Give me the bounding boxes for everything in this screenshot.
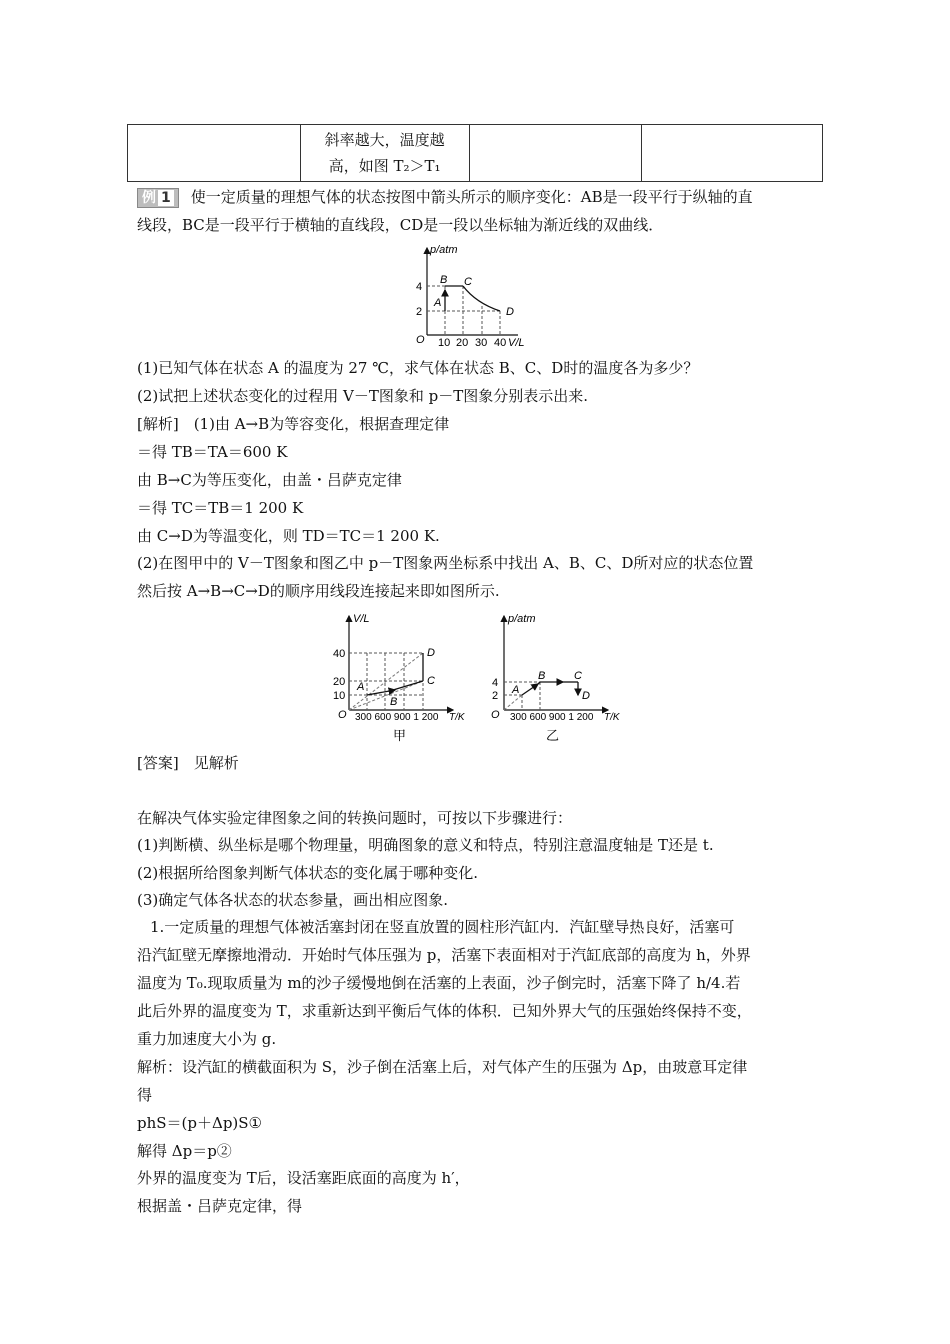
question-2: (2)试把上述状态变化的过程用 V－T图象和 p－T图象分别表示出来. [137, 387, 588, 405]
point-label-a: A [357, 681, 365, 693]
point-label-a: A [512, 684, 520, 696]
solution-line: 由 B→C为等压变化，由盖・吕萨克定律 [137, 471, 402, 489]
y-tick-label: 2 [416, 306, 423, 318]
problem-line: 温度为 T₀.现取质量为 m的沙子缓慢地倒在活塞的上表面，沙子倒完时，活塞下降了 h/4.若 [137, 974, 741, 992]
method-line: 在解决气体实验定律图象之间的转换问题时，可按以下步骤进行： [137, 809, 573, 827]
pt-diagram [488, 610, 628, 745]
y-tick-label: 2 [492, 690, 499, 702]
method-line: (1)判断横、纵坐标是哪个物理量，明确图象的意义和特点，特别注意温度轴是 T还是 t. [137, 836, 714, 854]
y-tick-label: 20 [333, 676, 346, 688]
analysis-line: 根据盖・吕萨克定律，得 [137, 1197, 303, 1215]
point-label-b: B [440, 274, 448, 286]
x-axis-label: T/K [449, 712, 465, 723]
method-line: (2)根据所给图象判断气体状态的变化属于哪种变化. [137, 864, 479, 882]
table-cell [128, 125, 301, 182]
table-cell [642, 125, 823, 182]
table-cell-line: 斜率越大，温度越 [324, 131, 445, 149]
example-badge: 例 1 [137, 188, 179, 208]
point-label-d: D [506, 306, 514, 318]
analysis-line: 解析：设汽缸的横截面积为 S，沙子倒在活塞上后，对气体产生的压强为 Δp，由玻意耳定律 [137, 1058, 748, 1076]
answer-line: [答案] 见解析 [137, 754, 239, 772]
point-label-d: D [427, 647, 435, 659]
point-label-a: A [434, 297, 442, 309]
point-label-c: C [464, 276, 472, 288]
solution-line: [解析] (1)由 A→B为等容变化，根据查理定律 [137, 415, 450, 433]
y-axis-label: V/L [353, 613, 370, 625]
analysis-line: 得 [137, 1086, 153, 1104]
point-label-b: B [538, 670, 546, 682]
y-tick-label: 4 [492, 677, 499, 689]
analysis-line: 解得 Δp＝p② [137, 1142, 232, 1160]
point-label-d: D [582, 690, 590, 702]
y-axis-label: p/atm [430, 244, 458, 256]
x-tick-labels: 300 600 900 1 200 [355, 712, 439, 723]
x-axis-label: T/K [604, 712, 620, 723]
method-line: (3)确定气体各状态的状态参量，画出相应图象. [137, 891, 449, 909]
vt-diagram [333, 610, 473, 745]
y-tick-label: 40 [333, 648, 346, 660]
table-cell-line: 高，如图 T₂＞T₁ [328, 157, 441, 175]
point-label-b: B [390, 696, 398, 708]
analysis-line: phS＝(p＋Δp)S① [137, 1114, 263, 1132]
figure-caption: 甲 [393, 728, 407, 743]
y-tick-label: 4 [416, 281, 423, 293]
origin-label: O [338, 709, 347, 721]
y-tick-label: 10 [333, 690, 346, 702]
solution-line: 由 C→D为等温变化，则 TD＝TC＝1 200 K. [137, 527, 440, 545]
x-tick-label: 40 [494, 337, 507, 349]
solution-line: 然后按 A→B→C→D的顺序用线段连接起来即如图所示. [137, 582, 500, 600]
x-tick-labels: 300 600 900 1 200 [510, 712, 594, 723]
x-axis-label: V/L [508, 337, 525, 349]
problem-line: 此后外界的温度变为 T，求重新达到平衡后气体的体积．已知外界大气的压强始终保持不变， [137, 1002, 752, 1020]
comparison-table-fragment [127, 124, 823, 182]
problem-line: 1.一定质量的理想气体被活塞封闭在竖直放置的圆柱形汽缸内．汽缸壁导热良好，活塞可 [150, 918, 735, 936]
question-1: (1)已知气体在状态 A 的温度为 27 ℃，求气体在状态 B、C、D时的温度各为多少？ [137, 359, 699, 377]
point-label-c: C [574, 670, 582, 682]
table-cell [469, 125, 642, 182]
y-axis-label: p/atm [508, 613, 536, 625]
origin-label: O [491, 709, 500, 721]
problem-line: 沿汽缸壁无摩擦地滑动．开始时气体压强为 p，活塞下表面相对于汽缸底部的高度为 h，外界 [137, 946, 751, 964]
solution-line: (2)在图甲中的 V－T图象和图乙中 p－T图象两坐标系中找出 A、B、C、D所对应的状态位置 [137, 554, 754, 572]
pv-diagram [410, 242, 535, 350]
figure-caption: 乙 [546, 728, 560, 743]
table-row [128, 125, 823, 182]
point-label-c: C [427, 675, 435, 687]
x-tick-label: 10 [438, 337, 451, 349]
example-line-2: 线段，BC是一段平行于横轴的直线段，CD是一段以坐标轴为渐近线的双曲线． [137, 216, 664, 234]
solution-line: ＝得 TB＝TA＝600 K [137, 443, 288, 461]
x-tick-label: 30 [475, 337, 488, 349]
problem-line: 重力加速度大小为 g. [137, 1030, 277, 1048]
table-cell [300, 125, 469, 182]
origin-label: O [416, 334, 425, 346]
solution-line: ＝得 TC＝TB＝1 200 K [137, 499, 304, 517]
x-tick-label: 20 [456, 337, 469, 349]
example-line-1: 例 1 使一定质量的理想气体的状态按图中箭头所示的顺序变化：AB是一段平行于纵轴的直 [137, 184, 753, 211]
analysis-line: 外界的温度变为 T后，设活塞距底面的高度为 h′， [137, 1169, 470, 1187]
